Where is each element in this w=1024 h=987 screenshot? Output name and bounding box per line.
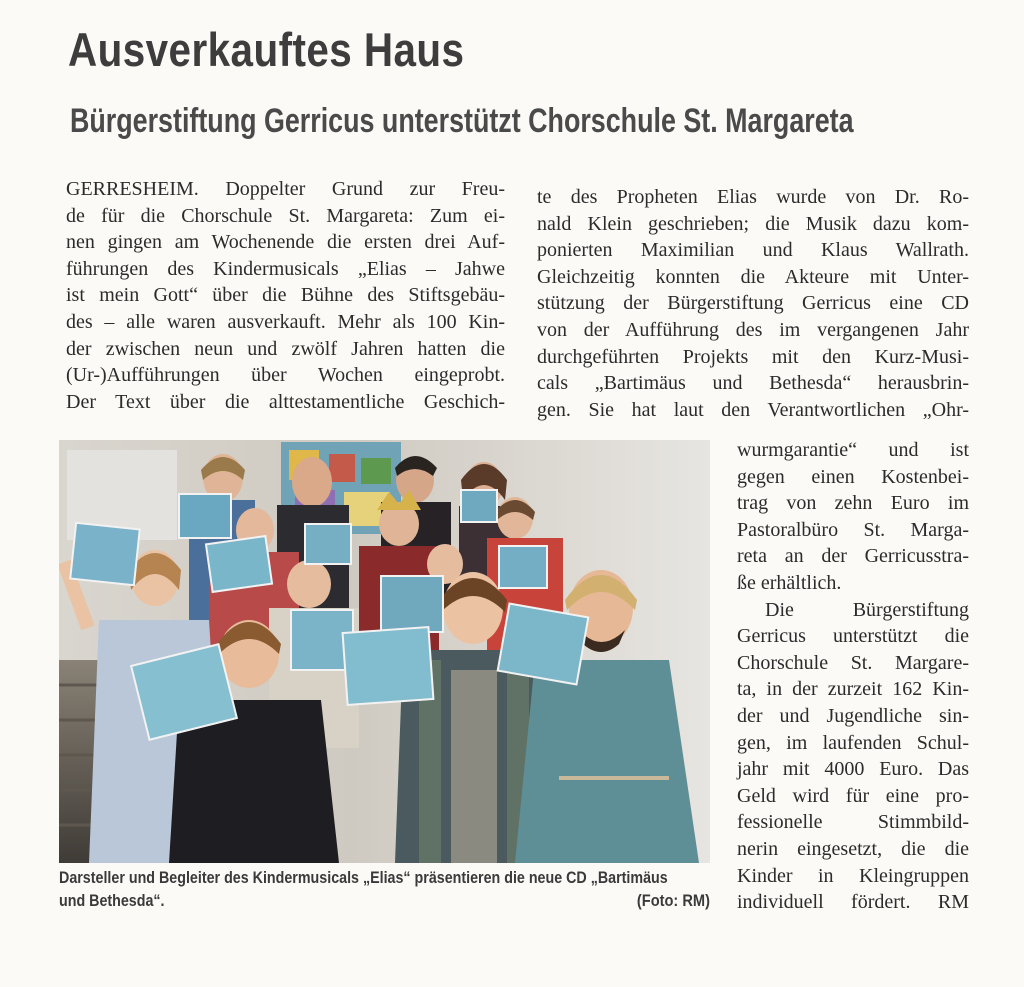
subheadline: Bürgerstiftung Gerricus unterstützt Chorschule St. Margareta bbox=[70, 102, 854, 140]
text-line: nald Klein geschrieben; die Musik dazu kom- bbox=[537, 212, 969, 235]
text-line: gen. Sie hat laut den Verantwortlichen „Ohr- bbox=[537, 398, 969, 421]
text-line: Kinder in Kleingruppen bbox=[737, 864, 969, 887]
text-line: ponierten Maximilian und Klaus Wallrath. bbox=[537, 239, 969, 262]
text-line: fessionelle Stimmbild- bbox=[737, 811, 969, 834]
text-line: Der Text über die alttestamentliche Geschich- bbox=[66, 390, 505, 413]
text-line: des – alle waren ausverkauft. Mehr als 100 Kin- bbox=[66, 310, 505, 333]
text-line: Geld wird für eine pro- bbox=[737, 784, 969, 807]
text-line: ße erhältlich. bbox=[737, 571, 842, 594]
text-line: durchgeführten Projekts mit den Kurz-Musi- bbox=[537, 345, 969, 368]
text-line: de für die Chorschule St. Margareta: Zum ei- bbox=[66, 204, 505, 227]
text-line: gen, im laufenden Schul- bbox=[737, 731, 969, 754]
text-line: Pastoralbüro St. Marga- bbox=[737, 518, 969, 541]
text-line: (Ur-)Aufführungen über Wochen eingeprobt. bbox=[66, 364, 505, 387]
text-line: ist mein Gott“ über die Bühne des Stiftsgebäu- bbox=[66, 284, 505, 307]
text-line: wurmgarantie“ und ist bbox=[737, 439, 969, 461]
text-line: der zwischen neun und zwölf Jahren hatten die bbox=[66, 337, 505, 360]
text-line: GERRESHEIM. Doppelter Grund zur Freu- bbox=[66, 178, 505, 200]
text-line: jahr mit 4000 Euro. Das bbox=[737, 758, 969, 781]
text-line: Gleichzeitig konnten die Akteure mit Unter- bbox=[537, 265, 969, 288]
caption-line: und Bethesda“. bbox=[59, 891, 165, 910]
text-column-1 bbox=[66, 176, 505, 415]
text-line: nerin eingesetzt, die die bbox=[737, 837, 969, 860]
headline: Ausverkauftes Haus bbox=[68, 23, 465, 76]
text-line: führungen des Kindermusicals „Elias – Jahwe bbox=[66, 257, 505, 280]
article-photo bbox=[59, 440, 710, 863]
text-line: cals „Bartimäus und Bethesda“ herausbrin- bbox=[537, 372, 969, 395]
text-line: Die Bürgerstiftung bbox=[765, 598, 969, 621]
photo-caption bbox=[59, 866, 710, 912]
text-line: der und Jugendliche sin- bbox=[737, 704, 969, 727]
text-line: gegen einen Kostenbei- bbox=[737, 465, 969, 488]
text-line: von der Aufführung des im vergangenen Jahr bbox=[537, 318, 969, 341]
caption-line: Darsteller und Begleiter des Kindermusicals „Elias“ präsentieren die neue CD „Bartimäus bbox=[59, 868, 668, 887]
children-with-cds-photo bbox=[59, 440, 710, 863]
text-line: Gerricus unterstützt die bbox=[737, 625, 969, 648]
text-line: individuell fördert. RM bbox=[737, 891, 969, 914]
text-line: stützung der Bürgerstiftung Gerricus eine CD bbox=[537, 292, 969, 315]
text-column-3 bbox=[737, 437, 969, 916]
text-line: reta an der Gerricusstra- bbox=[737, 545, 969, 568]
text-line: trag von zehn Euro im bbox=[737, 492, 969, 515]
text-line: ta, in der zurzeit 162 Kin- bbox=[737, 678, 969, 701]
photo-credit: (Foto: RM) bbox=[636, 891, 710, 910]
text-line: nen gingen am Wochenende die ersten drei Auf- bbox=[66, 231, 505, 254]
text-line: te des Propheten Elias wurde von Dr. Ro- bbox=[537, 186, 969, 208]
text-line: Chorschule St. Margare- bbox=[737, 651, 969, 674]
text-column-2 bbox=[537, 184, 969, 423]
